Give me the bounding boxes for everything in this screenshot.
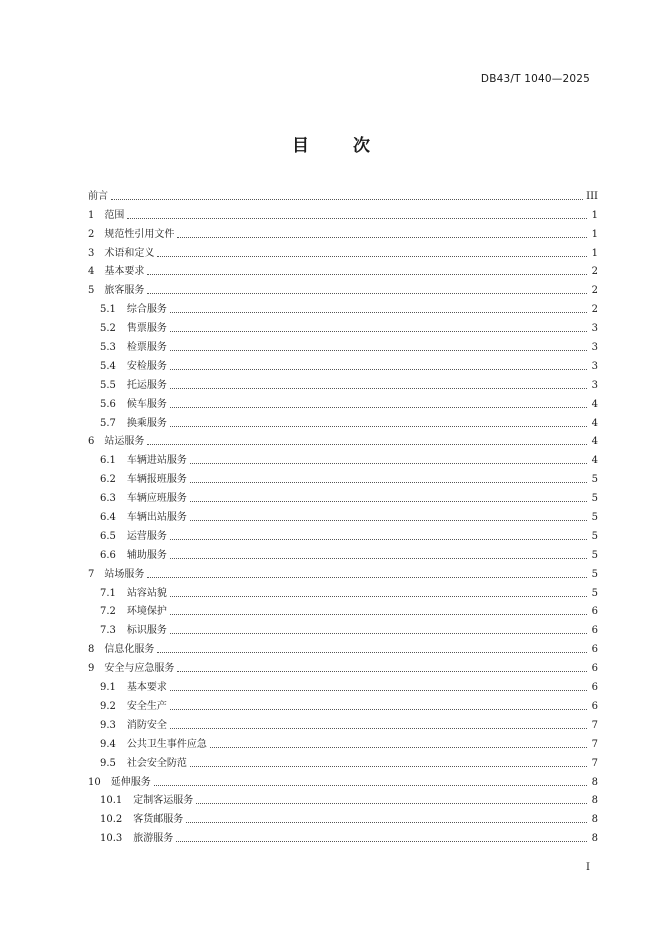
- dot-leader: [170, 614, 587, 615]
- dot-leader: [190, 501, 587, 502]
- toc-entry-number: 1: [88, 209, 95, 221]
- toc-entry: [88, 789, 598, 808]
- toc-entry-label: 车辆报班服务: [126, 474, 187, 486]
- toc-entry: [88, 278, 598, 297]
- toc-entry: [88, 203, 598, 222]
- toc-entry-page: 5: [591, 530, 598, 542]
- dot-leader: [127, 218, 587, 219]
- toc-entry-page: 2: [591, 266, 598, 278]
- dot-leader: [177, 237, 587, 238]
- toc-entry-page: 4: [591, 455, 598, 467]
- toc-entry-number: 5.7: [100, 417, 116, 429]
- toc-entry-page: 4: [591, 398, 598, 410]
- toc-entry-page: 8: [591, 814, 598, 826]
- dot-leader: [170, 331, 587, 332]
- dot-leader: [170, 690, 587, 691]
- toc-entry-page: 5: [591, 493, 598, 505]
- toc-entry: [88, 637, 598, 656]
- toc-entry-label: 运营服务: [126, 530, 167, 542]
- toc-entry: [88, 751, 598, 770]
- toc-entry-label: 社会安全防范: [126, 757, 187, 769]
- toc-entry: [88, 184, 598, 203]
- toc-entry-page: 3: [591, 342, 598, 354]
- toc-entry-label: 综合服务: [126, 304, 167, 316]
- dot-leader: [170, 388, 587, 389]
- toc-entry-number: 9.2: [100, 700, 116, 712]
- toc-entry-label: 车辆进站服务: [126, 455, 187, 467]
- toc-entry-page: 4: [591, 417, 598, 429]
- dot-leader: [210, 747, 587, 748]
- dot-leader: [170, 350, 587, 351]
- toc-entry-number: 10.1: [100, 795, 123, 807]
- toc-entry: [88, 260, 598, 279]
- toc-entry: [88, 354, 598, 373]
- toc-entry-label: 售票服务: [126, 323, 167, 335]
- toc-entry-number: 7.2: [100, 606, 116, 618]
- toc-entry: [88, 241, 598, 260]
- toc-entry: [88, 486, 598, 505]
- dot-leader: [176, 841, 587, 842]
- toc-entry-number: 9: [88, 663, 95, 675]
- toc-entry: [88, 316, 598, 335]
- toc-entry-number: 9.5: [100, 757, 116, 769]
- toc-entry-number: 9.4: [100, 738, 116, 750]
- toc-entry-number: 5.1: [100, 304, 116, 316]
- toc-entry-label: 范围: [104, 209, 125, 221]
- toc-entry-label: 公共卫生事件应急: [126, 738, 207, 750]
- toc-entry-page: 5: [591, 512, 598, 524]
- toc-entry-number: 9.3: [100, 719, 116, 731]
- toc-entry-number: 5.2: [100, 323, 116, 335]
- dot-leader: [157, 256, 587, 257]
- toc-entry-label: 车辆出站服务: [126, 512, 187, 524]
- dot-leader: [170, 633, 587, 634]
- toc-entry: [88, 713, 598, 732]
- toc-entry-page: 6: [591, 682, 598, 694]
- toc-entry-label: 前言: [88, 190, 108, 202]
- toc-entry-page: 8: [591, 833, 598, 845]
- toc-entry-label: 安全与应急服务: [104, 663, 175, 675]
- toc-entry: [88, 826, 598, 845]
- toc-entry-page: 6: [591, 606, 598, 618]
- document-code: DB43/T 1040—2025: [480, 73, 590, 85]
- dot-leader: [190, 520, 587, 521]
- toc-entry-label: 辅助服务: [126, 549, 167, 561]
- toc-entry-number: 5: [88, 285, 95, 297]
- toc-entry-page: 4: [591, 436, 598, 448]
- toc-entry-number: 6.4: [100, 512, 116, 524]
- dot-leader: [170, 407, 587, 408]
- toc-entry-label: 延伸服务: [110, 776, 151, 788]
- toc-entry-page: 2: [591, 285, 598, 297]
- toc-entry-page: 7: [591, 719, 598, 731]
- toc-entry: [88, 373, 598, 392]
- page-title: 目次: [292, 136, 414, 156]
- toc-entry-number: 2: [88, 228, 95, 240]
- toc-entry-number: 6.1: [100, 455, 116, 467]
- toc-entry-number: 7.3: [100, 625, 116, 637]
- dot-leader: [147, 293, 587, 294]
- toc-entry-label: 客货邮服务: [133, 814, 184, 826]
- dot-leader: [170, 539, 587, 540]
- toc-entry: [88, 581, 598, 600]
- dot-leader: [170, 369, 587, 370]
- toc-entry-page: 6: [591, 644, 598, 656]
- dot-leader: [147, 274, 587, 275]
- toc-entry-number: 7: [88, 568, 95, 580]
- toc-entry-label: 消防安全: [126, 719, 167, 731]
- toc-entry-number: 6.5: [100, 530, 116, 542]
- toc-entry-page: 7: [591, 757, 598, 769]
- toc-entry-label: 站场服务: [104, 568, 145, 580]
- toc-entry-number: 7.1: [100, 587, 116, 599]
- toc-entry-page: 5: [591, 568, 598, 580]
- dot-leader: [170, 709, 587, 710]
- toc-entry-page: 6: [591, 663, 598, 675]
- toc-entry-number: 4: [88, 266, 95, 278]
- dot-leader: [190, 766, 587, 767]
- toc-entry-page: 6: [591, 625, 598, 637]
- toc-entry-number: 6.2: [100, 474, 116, 486]
- toc-entry-number: 5.3: [100, 342, 116, 354]
- toc-entry: [88, 656, 598, 675]
- toc-entry-label: 换乘服务: [126, 417, 167, 429]
- toc-entry: [88, 770, 598, 789]
- toc-entry-label: 环境保护: [126, 606, 167, 618]
- toc-entry-page: 3: [591, 323, 598, 335]
- toc-entry-number: 8: [88, 644, 95, 656]
- toc-entry-label: 旅游服务: [133, 833, 174, 845]
- toc-entry-number: 10.3: [100, 833, 123, 845]
- dot-leader: [147, 444, 587, 445]
- dot-leader: [170, 312, 587, 313]
- toc-entry-page: 1: [591, 209, 598, 221]
- toc-entry-label: 术语和定义: [104, 247, 155, 259]
- dot-leader: [170, 728, 587, 729]
- toc-entry-label: 规范性引用文件: [104, 228, 175, 240]
- toc-entry-page: 8: [591, 795, 598, 807]
- toc-entry-page: 5: [591, 549, 598, 561]
- toc-entry-page: 5: [591, 587, 598, 599]
- toc-entry-page: 1: [591, 228, 598, 240]
- toc-entry-number: 5.5: [100, 379, 116, 391]
- toc-entry: [88, 448, 598, 467]
- toc-entry-label: 车辆应班服务: [126, 493, 187, 505]
- toc-entry-page: 3: [591, 379, 598, 391]
- toc-entry: [88, 297, 598, 316]
- toc-entry-label: 基本要求: [126, 682, 167, 694]
- dot-leader: [196, 803, 587, 804]
- toc-entry: [88, 618, 598, 637]
- toc-entry-number: 6: [88, 436, 95, 448]
- toc-entry: [88, 222, 598, 241]
- toc-entry: [88, 505, 598, 524]
- table-of-contents: [88, 184, 598, 845]
- toc-entry-page: 7: [591, 738, 598, 750]
- dot-leader: [170, 558, 587, 559]
- dot-leader: [170, 596, 587, 597]
- toc-entry: [88, 807, 598, 826]
- dot-leader: [111, 199, 583, 200]
- toc-entry-number: 6.6: [100, 549, 116, 561]
- toc-entry-number: 6.3: [100, 493, 116, 505]
- toc-entry-label: 检票服务: [126, 342, 167, 354]
- toc-entry: [88, 675, 598, 694]
- toc-entry-page: 1: [591, 247, 598, 259]
- toc-entry-number: 5.4: [100, 360, 116, 372]
- toc-entry: [88, 524, 598, 543]
- toc-entry-label: 站容站貌: [126, 587, 167, 599]
- toc-entry-label: 站运服务: [104, 436, 145, 448]
- toc-entry: [88, 335, 598, 354]
- dot-leader: [190, 482, 587, 483]
- toc-entry: [88, 392, 598, 411]
- toc-entry-label: 候车服务: [126, 398, 167, 410]
- toc-entry-page: 3: [591, 360, 598, 372]
- toc-entry: [88, 562, 598, 581]
- page-number: I: [586, 862, 590, 873]
- toc-entry-page: III: [586, 190, 598, 202]
- dot-leader: [157, 652, 587, 653]
- toc-entry-page: 2: [591, 304, 598, 316]
- dot-leader: [190, 463, 587, 464]
- dot-leader: [177, 671, 587, 672]
- toc-entry: [88, 430, 598, 449]
- toc-entry: [88, 467, 598, 486]
- dot-leader: [154, 785, 587, 786]
- toc-entry: [88, 411, 598, 430]
- toc-entry-page: 8: [591, 776, 598, 788]
- dot-leader: [170, 426, 587, 427]
- dot-leader: [147, 577, 587, 578]
- toc-entry-label: 信息化服务: [104, 644, 155, 656]
- toc-entry-label: 标识服务: [126, 625, 167, 637]
- toc-entry: [88, 694, 598, 713]
- toc-entry-number: 9.1: [100, 682, 116, 694]
- toc-entry-label: 基本要求: [104, 266, 145, 278]
- toc-entry-label: 安检服务: [126, 360, 167, 372]
- toc-entry-page: 5: [591, 474, 598, 486]
- dot-leader: [186, 822, 587, 823]
- toc-entry: [88, 543, 598, 562]
- toc-entry-label: 托运服务: [126, 379, 167, 391]
- toc-entry-number: 10: [88, 776, 101, 788]
- toc-entry-number: 3: [88, 247, 95, 259]
- toc-entry-label: 定制客运服务: [133, 795, 194, 807]
- toc-entry-page: 6: [591, 700, 598, 712]
- toc-entry-label: 旅客服务: [104, 285, 145, 297]
- toc-entry: [88, 600, 598, 619]
- toc-entry: [88, 732, 598, 751]
- toc-entry-label: 安全生产: [126, 700, 167, 712]
- toc-entry-number: 5.6: [100, 398, 116, 410]
- toc-entry-number: 10.2: [100, 814, 123, 826]
